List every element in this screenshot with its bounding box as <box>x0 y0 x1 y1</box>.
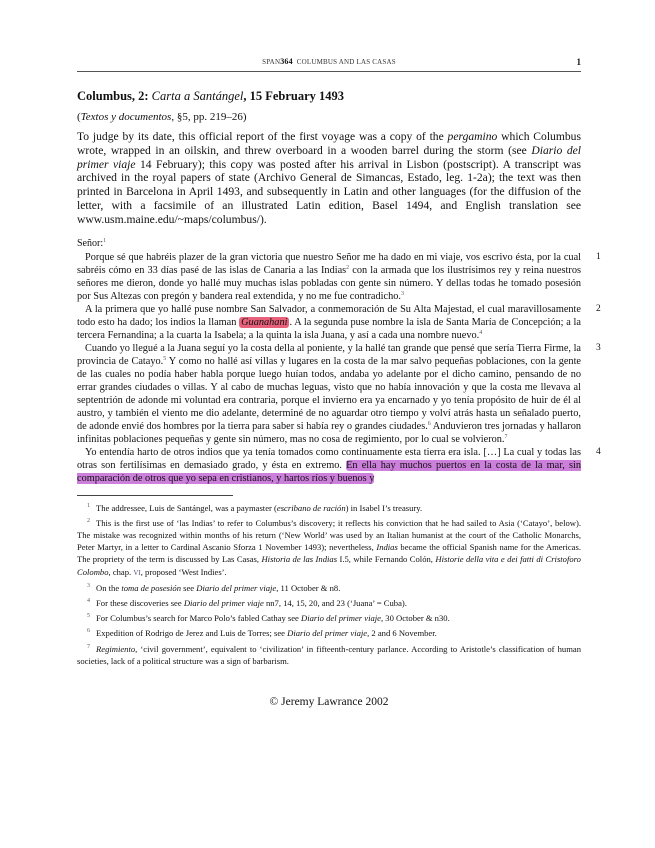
letter-paragraph-1 <box>77 251 601 303</box>
title-date: , 15 February 1493 <box>243 89 345 103</box>
footnote-5 <box>77 612 581 624</box>
source-reference <box>77 110 581 124</box>
footnote-number: 1 <box>87 502 90 509</box>
footnote-number: 5 <box>87 613 90 620</box>
text: On the <box>96 582 122 593</box>
text: Cuando yo llegué a la Juana seguí yo la costa della al poniente, y la hallé tan grande que pensé que sería Tierra Firme, la provincia de Catayo. <box>77 342 581 367</box>
footnotes <box>77 502 581 667</box>
copyright-footer: © Jeremy Lawrance 2002 <box>269 696 389 709</box>
page-title <box>77 89 581 104</box>
text: Expedition of Rodrigo de Jerez and Luis de Torres; see <box>96 628 288 639</box>
title-italic: Carta a Santángel <box>151 89 244 103</box>
italic: Historie della vita e dei fatti di Cristoforo Colombo <box>77 554 581 577</box>
course-title: COLUMBUS AND LAS CASAS <box>296 58 396 66</box>
text: A la primera que yo hallé puse nombre San Salvador, a conmemoración de Su Alta Majestad, el cual maravillosamente todo esto ha dado; los indios la llaman <box>77 303 581 328</box>
letter-paragraph-4 <box>77 446 601 485</box>
footnote-3 <box>77 582 581 594</box>
footnote-ref[interactable]: 1 <box>103 237 107 244</box>
highlighted-term[interactable]: Guanahani <box>241 316 288 328</box>
salutation-text: Señor: <box>77 237 104 249</box>
letter-text <box>77 237 601 485</box>
footnote-ref[interactable]: 4 <box>479 329 483 336</box>
footnote-number: 2 <box>87 517 90 524</box>
italic: Diario del primer viaje <box>183 598 264 608</box>
italic: Indias <box>376 542 398 553</box>
text: which Columbus wrote, wrapped in an oilskin, and threw overboard in a wooden barrel during the storm (see <box>77 130 581 157</box>
footnote-ref[interactable]: 7 <box>504 433 508 440</box>
italic-title: Diario del primer viaje <box>77 143 582 171</box>
italic: escribano de ración <box>276 502 346 513</box>
text: 14 February); this copy was posted after his arrival in Lisbon (postscript). A transcript was archived in the royal papers of state (Archivo General de Simancas, Estado, leg. 1-2a); the text was then printed in Barcelona in April 1493, and subsequently in Latin and other languages (for the diffusion of the letter, with a facsimile of an illustrated Latin edition, Basel 1494, and English translation see www.usm.maine.edu/~maps/columbus/). <box>77 157 581 226</box>
text: Porque sé que habréis plazer de la gran victoria que nuestro Señor me ha dado en mi viaje, vos escrivo ésta, por la cual sabréis cómo en 33 días pasé de las islas de Canaria a las Indias <box>77 251 581 276</box>
footnote-ref[interactable]: 3 <box>400 290 404 297</box>
text: ) in Isabel I’s treasury. <box>345 502 423 513</box>
italic: Historia de las Indias <box>261 554 338 565</box>
letter-paragraph-3 <box>77 342 601 446</box>
src-italic: Textos y documentos <box>80 111 172 123</box>
paragraph-number: 1 <box>596 251 601 262</box>
footnote-number: 7 <box>87 643 90 650</box>
intro-paragraph <box>77 130 581 227</box>
footnote-ref[interactable]: 6 <box>427 420 431 427</box>
footnote-ref[interactable]: 5 <box>163 355 167 362</box>
footnote-4 <box>77 597 581 609</box>
letter-paragraph-2 <box>77 303 601 342</box>
text: For Columbus’s search for Marco Polo’s fabled Cathay see <box>96 613 302 624</box>
title-part: Columbus, 2: <box>77 89 152 103</box>
footnote-1 <box>77 502 581 514</box>
running-header <box>77 56 581 68</box>
paragraph-number: 4 <box>596 446 601 457</box>
footnote-number: 6 <box>87 628 90 635</box>
text: , proposed ‘West Indies’. <box>140 566 227 577</box>
salutation <box>77 237 581 250</box>
roman-numeral: VI <box>133 568 141 577</box>
text: Anduvieron tres jornadas y hallaron infinitas poblaciones pequeñas y gente sin número, mas no cosa de regimiento, por lo cual se volvieron. <box>77 420 581 445</box>
text: This is the first use of ‘las Indias’ to refer to Columbus’s discovery; it reflects his conviction that he had sailed to Asia (‘Catayo’, below). The mistake was recognized within months of his return (‘New World’ was used by an Italian humanist at the court of the Catholic Monarchs, Peter Martyr, in a letter to Cardinal Ascanio Sforza 1 November 1493); nevertheless, <box>77 517 581 553</box>
footnote-rule <box>77 495 233 496</box>
page-column <box>77 0 601 740</box>
text: Y como no hallé así villas y lugares en la costa de la mar salvo pequeñas poblaciones, con la gente de las cuales no podía haber habla porque luego huían todos, andaba yo adelante por el dicho camino, pensando de no errar grandes ciudades o villas. Y al cabo de muchas leguas, visto que no había innovación y que la costa me llevava al septentrión de adonde mi voluntad era contraria, porque el invierno era ya encarnado y yo tenía propósito de huir de él al austro, y también el viento me dio adelante, determiné de no aguardar otro tiempo y volví atrás hasta un señalado puerto, de adonde envié dos hombres por la tierra para saber si había rey o grandes ciudades. <box>77 355 581 432</box>
footnote-number: 4 <box>87 598 90 604</box>
text: see <box>181 582 197 593</box>
course-prefix: SPAN <box>262 58 281 66</box>
footnote-7 <box>77 643 581 667</box>
text: , ‘civil government’, equivalent to ‘civilization’ in fifteenth-century parlance. According to Aristotle’s classification of human societies, lack of a political structure was a sign of barbarism. <box>77 643 581 666</box>
header-row <box>77 56 581 72</box>
src-open: ( <box>77 111 81 123</box>
text: , 11 October & n8. <box>276 582 341 593</box>
text: I.5, while Fernando Colón, <box>337 554 436 565</box>
italic: Diario del primer viaje <box>287 628 368 639</box>
text: To judge by its date, this official report of the first voyage was a copy of the <box>77 130 448 143</box>
highlighted-passage[interactable]: En ella hay muchos puertos en la costa de la mar, sin comparación de otros que yo sepa en cristianos, y hartos ríos y buenos y <box>77 459 581 484</box>
footnote-6 <box>77 627 581 639</box>
italic-term: pergamino <box>447 130 498 143</box>
text: became the official Spanish name for the Americas. The propriety of the term is discussed by Las Casas, <box>77 542 581 565</box>
italic: Regimiento <box>96 643 136 654</box>
footnote-number: 3 <box>87 582 90 589</box>
text: Yo entendía harto de otros indios que ya tenía tomados como continuamente esta tierra era isla. […] La cual y todas las otras son fertilísimas en demasiado grado, y ésta en extremo. <box>77 446 581 471</box>
footnote-ref[interactable]: 2 <box>346 264 350 271</box>
text: The addressee, Luis de Santángel, was a paymaster ( <box>96 502 277 513</box>
src-rest: , §5, pp. 219–26) <box>171 111 247 123</box>
text: , 2 and 6 November. <box>367 628 437 639</box>
course-number: 364 <box>280 57 293 66</box>
paragraph-number: 3 <box>596 342 601 353</box>
footnote-2 <box>77 517 581 579</box>
italic: Diario del primer viaje <box>196 582 277 593</box>
page-number: 1 <box>576 57 581 67</box>
text: nn7, 14, 15, 20, and 23 (‘Juana’ = Cuba). <box>263 598 407 608</box>
text: . A la segunda puse nombre la isla de Santa María de Concepción; a la tercera Fernandina; a la cuarta la Isabela; a la quinta la isla Juana, y así a cada una nombre nuevo. <box>77 316 581 341</box>
italic: toma de posesión <box>121 582 181 593</box>
paragraph-number: 2 <box>596 303 601 314</box>
text: , 30 October & n30. <box>380 613 450 624</box>
text: con la armada que los ilustrísimos rey y reina nuestros señores me dieron, donde yo hallé muy muchas islas pobladas con gente sin número. Y dellas todas he tomado posesión por Sus Altezas con pregón y bandera real extendida, y no me fue contradicho. <box>77 264 581 302</box>
text: For these discoveries see <box>96 598 184 608</box>
italic: Diario del primer viaje <box>301 613 381 624</box>
text: , chap. <box>108 566 134 577</box>
